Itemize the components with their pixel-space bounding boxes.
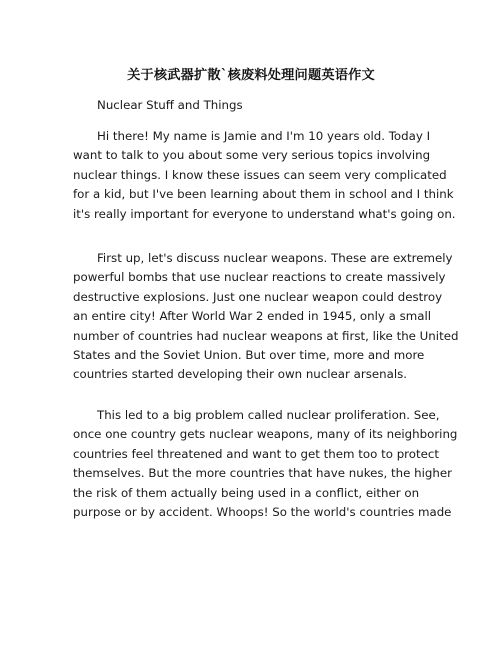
paragraph-line: powerful bombs that use nuclear reactions to create massively (73, 270, 446, 285)
paragraph-line: want to talk to you about some very serious topics involving (73, 148, 431, 163)
paragraph-nuclear-weapons (73, 249, 459, 385)
document-title: 关于核武器扩散`核废料处理问题英语作文 (127, 68, 375, 83)
paragraph-intro (73, 127, 456, 224)
paragraph-line: Hi there! My name is Jamie and I'm 10 years old. Today I (97, 129, 431, 143)
paragraph-line: countries feel threatened and want to get them too to protect (73, 446, 439, 461)
document-subtitle: Nuclear Stuff and Things (97, 98, 243, 112)
paragraph-line: it's really important for everyone to understand what's going on. (73, 206, 456, 221)
paragraph-line: number of countries had nuclear weapons at first, like the United (73, 328, 459, 343)
paragraph-line: countries started developing their own nuclear arsenals. (73, 367, 407, 382)
paragraph-line: This led to a big problem called nuclear proliferation. See, (97, 408, 440, 422)
paragraph-line: for a kid, but I've been learning about them in school and I think (73, 187, 454, 202)
paragraph-line: First up, let's discuss nuclear weapons. These are extremely (97, 251, 453, 265)
paragraph-line: an entire city! After World War 2 ended in 1945, only a small (73, 309, 432, 324)
paragraph-line: nuclear things. I know these issues can seem very complicated (73, 167, 447, 182)
paragraph-line: purpose or by accident. Whoops! So the world's countries made (73, 504, 452, 519)
paragraph-proliferation (73, 406, 458, 522)
paragraph-line: States and the Soviet Union. But over time, more and more (73, 347, 425, 362)
paragraph-line: destructive explosions. Just one nuclear weapon could destroy (73, 289, 443, 304)
paragraph-line: once one country gets nuclear weapons, many of its neighboring (73, 427, 458, 442)
paragraph-line: the risk of them actually being used in a conflict, either on (73, 485, 420, 500)
paragraph-line: themselves. But the more countries that have nukes, the higher (73, 466, 452, 481)
